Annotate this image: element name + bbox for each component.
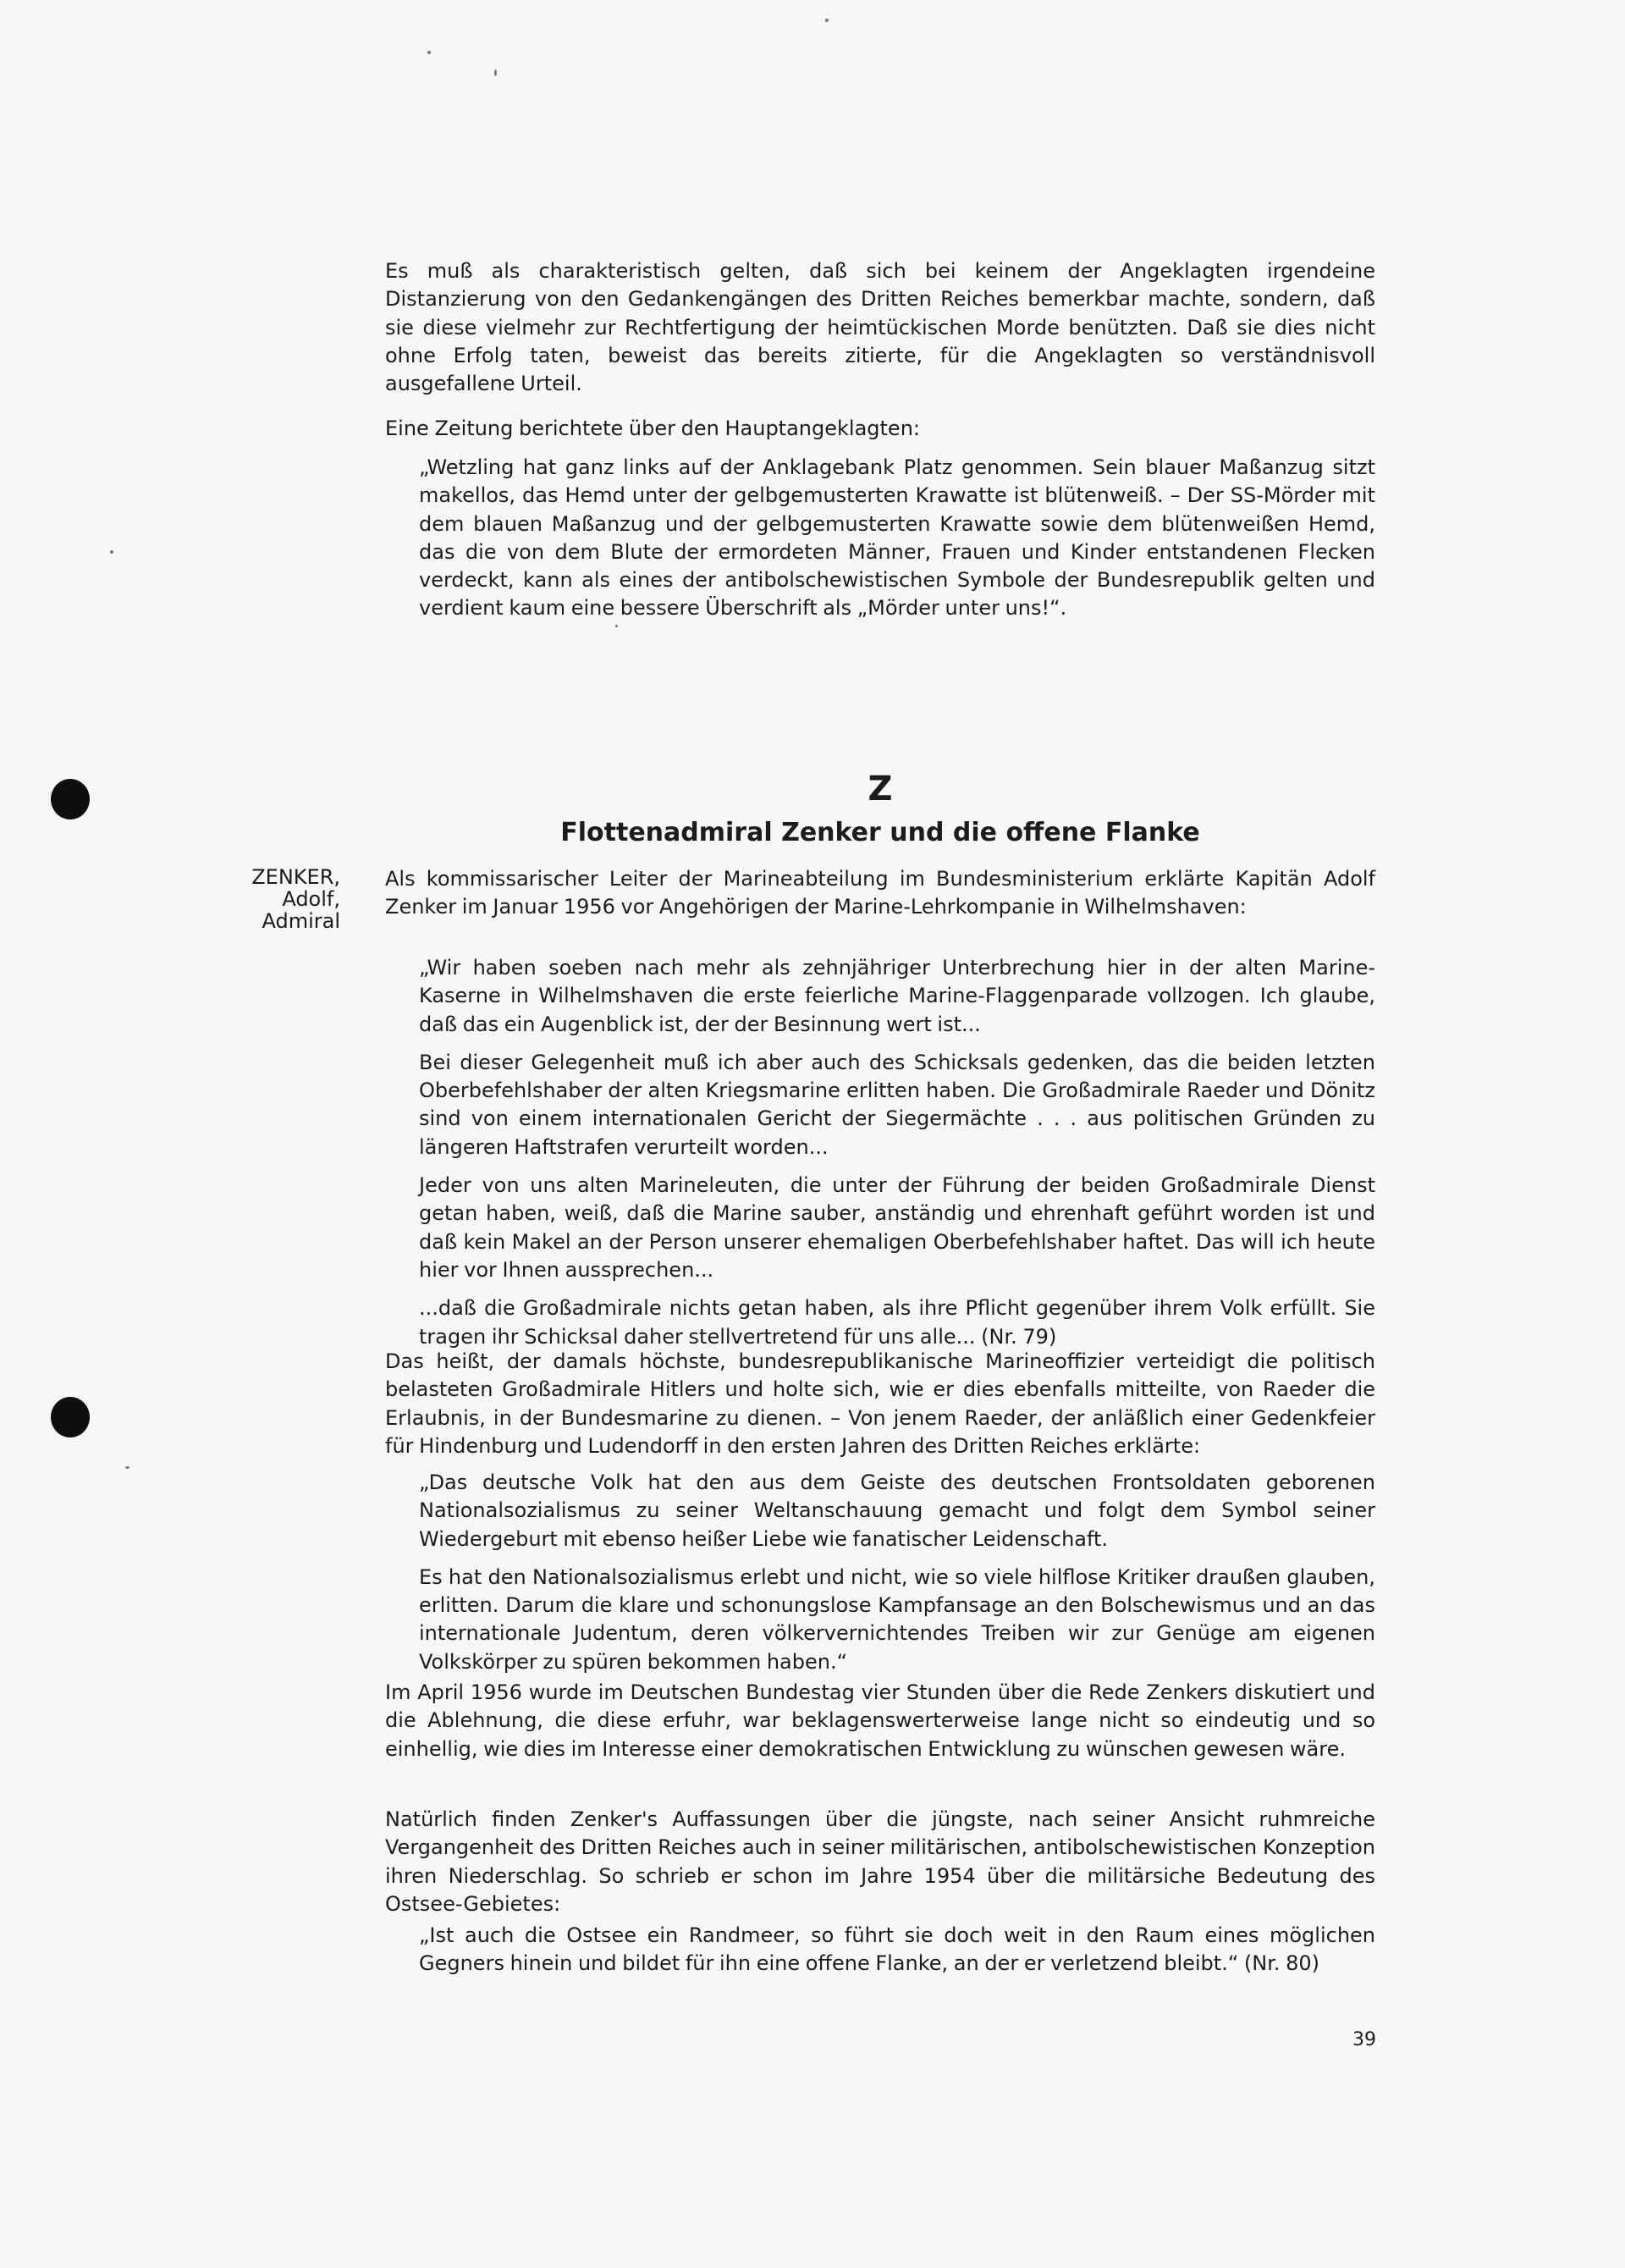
quote-raeder [419,1469,1375,1676]
paragraph-newspaper-intro: Eine Zeitung berichtete über den Hauptangeklagten: [385,417,920,440]
section-title: Flottenadmiral Zenker und die offene Flanke [560,818,1200,847]
quote-paragraph: Jeder von uns alten Marineleuten, die unter der Führung der beiden Großadmirale Dienst getan haben, weiß, daß die Marine sauber, anständig und ehrenhaft geführt worden ist und daß kein Makel an der Person unserer ehemaligen Oberbefehlshaber haftet. Das will ich heute hier vor Ihnen aussprechen... [419,1173,1375,1282]
page-number: 39 [1352,2029,1376,2050]
quote-paragraph: „Ist auch die Ostsee ein Randmeer, so führt sie doch weit in den Raum eines möglichen Gegners hinein und bildet für ihn eine offene Flanke, an der er verletzend bleibt.“ (Nr. 80) [419,1923,1375,1976]
margin-note-line: Admiral [262,909,340,933]
scan-speck [615,625,618,627]
scan-speck [494,69,497,76]
margin-note-line: Adolf, [282,887,340,911]
punch-hole-bottom [51,1397,90,1438]
quote-zenker-speech [419,954,1375,1351]
section-letter: Z [868,770,893,808]
quote-paragraph: ...daß die Großadmirale nichts getan haben, als ihre Pflicht gegenüber ihrem Volk erfüllt. Sie tragen ihr Schicksal daher stellvertretend für uns alle... (Nr. 79) [419,1296,1375,1349]
paragraph-bundestag: Im April 1956 wurde im Deutschen Bundestag vier Stunden über die Rede Zenkers diskutiert und die Ablehnung, die diese erfuhr, war beklagenswerterweise lange nicht so eindeutig und so einhellig, wie dies im Interesse einer demokratischen Entwicklung zu wünschen gewesen wäre. [385,1680,1375,1761]
paragraph-ostsee: Natürlich finden Zenker's Auffassungen über die jüngste, nach seiner Ansicht ruhmreiche Vergangenheit des Dritten Reiches auch in seiner militärischen, antibolschewistischen Konzeption ihren Niederschlag. So schrieb er schon im Jahre 1954 über die militärsiche Bedeutung des Ostsee-Gebietes: [385,1807,1375,1916]
margin-note-line: ZENKER, [251,865,340,889]
quote-paragraph: „Wir haben soeben nach mehr als zehnjähriger Unterbrechung hier in der alten Marine-Kaserne in Wilhelmshaven die erste feierliche Marine-Flaggenparade vollzogen. Ich glaube, daß das ein Augenblick ist, der der Besinnung wert ist... [419,956,1375,1036]
quote-ostsee [419,1922,1375,1978]
paragraph-intro: Es muß als charakteristisch gelten, daß sich bei keinem der Angeklagten irgendeine Distanzierung von den Gedankengängen des Dritten Reiches bemerkbar machte, sondern, daß sie diese vielmehr zur Rechtfertigung der heimtückischen Morde benützten. Daß sie dies nicht ohne Erfolg taten, beweist das bereits zitierte, für die Angeklagten so verständnisvoll ausgefallene Urteil. [385,259,1375,396]
paragraph-analysis: Das heißt, der damals höchste, bundesrepublikanische Marineoffizier verteidigt die politisch belasteten Großadmirale Hitlers und holte sich, wie er dies ebenfalls mitteilte, von Raeder die Erlaubnis, in der Bundesmarine zu dienen. – Von jenem Raeder, der anläßlich einer Gedenkfeier für Hindenburg und Ludendorff in den ersten Jahren des Dritten Reiches erklärte: [385,1349,1375,1458]
scan-speck [427,51,431,54]
quote-paragraph: Es hat den Nationalsozialismus erlebt und nicht, wie so viele hilflose Kritiker draußen glauben, erlitten. Darum die klare und schonungslose Kampfansage an den Bolschewismus und an das internationale Judentum, deren völkervernichtendes Treiben wir zur Genüge am eigenen Volkskörper zu spüren bekommen haben.“ [419,1564,1375,1674]
scan-speck [125,1466,129,1469]
paragraph-zenker-intro: Als kommissarischer Leiter der Marineabteilung im Bundesministerium erklärte Kapitän Adolf Zenker im Januar 1956 vor Angehörigen der Marine-Lehrkompanie in Wilhelmshaven: [385,867,1375,919]
quote-newspaper [419,454,1375,623]
scan-speck [825,19,829,22]
quote-paragraph: Bei dieser Gelegenheit muß ich aber auch des Schicksals gedenken, das die beiden letzten Oberbefehlshaber der alten Kriegsmarine erlitten haben. Die Großadmirale Raeder und Dönitz sind von einem internationalen Gericht der Siegermächte . . . aus politischen Gründen zu längeren Haftstrafen verurteilt worden... [419,1050,1375,1159]
margin-note [222,866,340,932]
quote-paragraph: „Das deutsche Volk hat den aus dem Geiste des deutschen Frontsoldaten geborenen Nationalsozialismus zu seiner Weltanschauung gemacht und folgt dem Symbol seiner Wiedergeburt mit ebenso heißer Liebe wie fanatischer Leidenschaft. [419,1471,1375,1551]
quote-paragraph: „Wetzling hat ganz links auf der Anklagebank Platz genommen. Sein blauer Maßanzug sitzt makellos, das Hemd unter der gelbgemusterten Krawatte ist blütenweiß. – Der SS-Mörder mit dem blauen Maßanzug und der gelbgemusterten Krawatte sowie dem blütenweißen Hemd, das die von dem Blute der ermordeten Männer, Frauen und Kinder entstandenen Flecken verdeckt, kann als eines der antibolschewistischen Symbole der Bundesrepublik gelten und verdient kaum eine bessere Überschrift als „Mörder unter uns!“. [419,455,1375,621]
punch-hole-top [51,779,90,819]
scan-speck [110,550,113,554]
